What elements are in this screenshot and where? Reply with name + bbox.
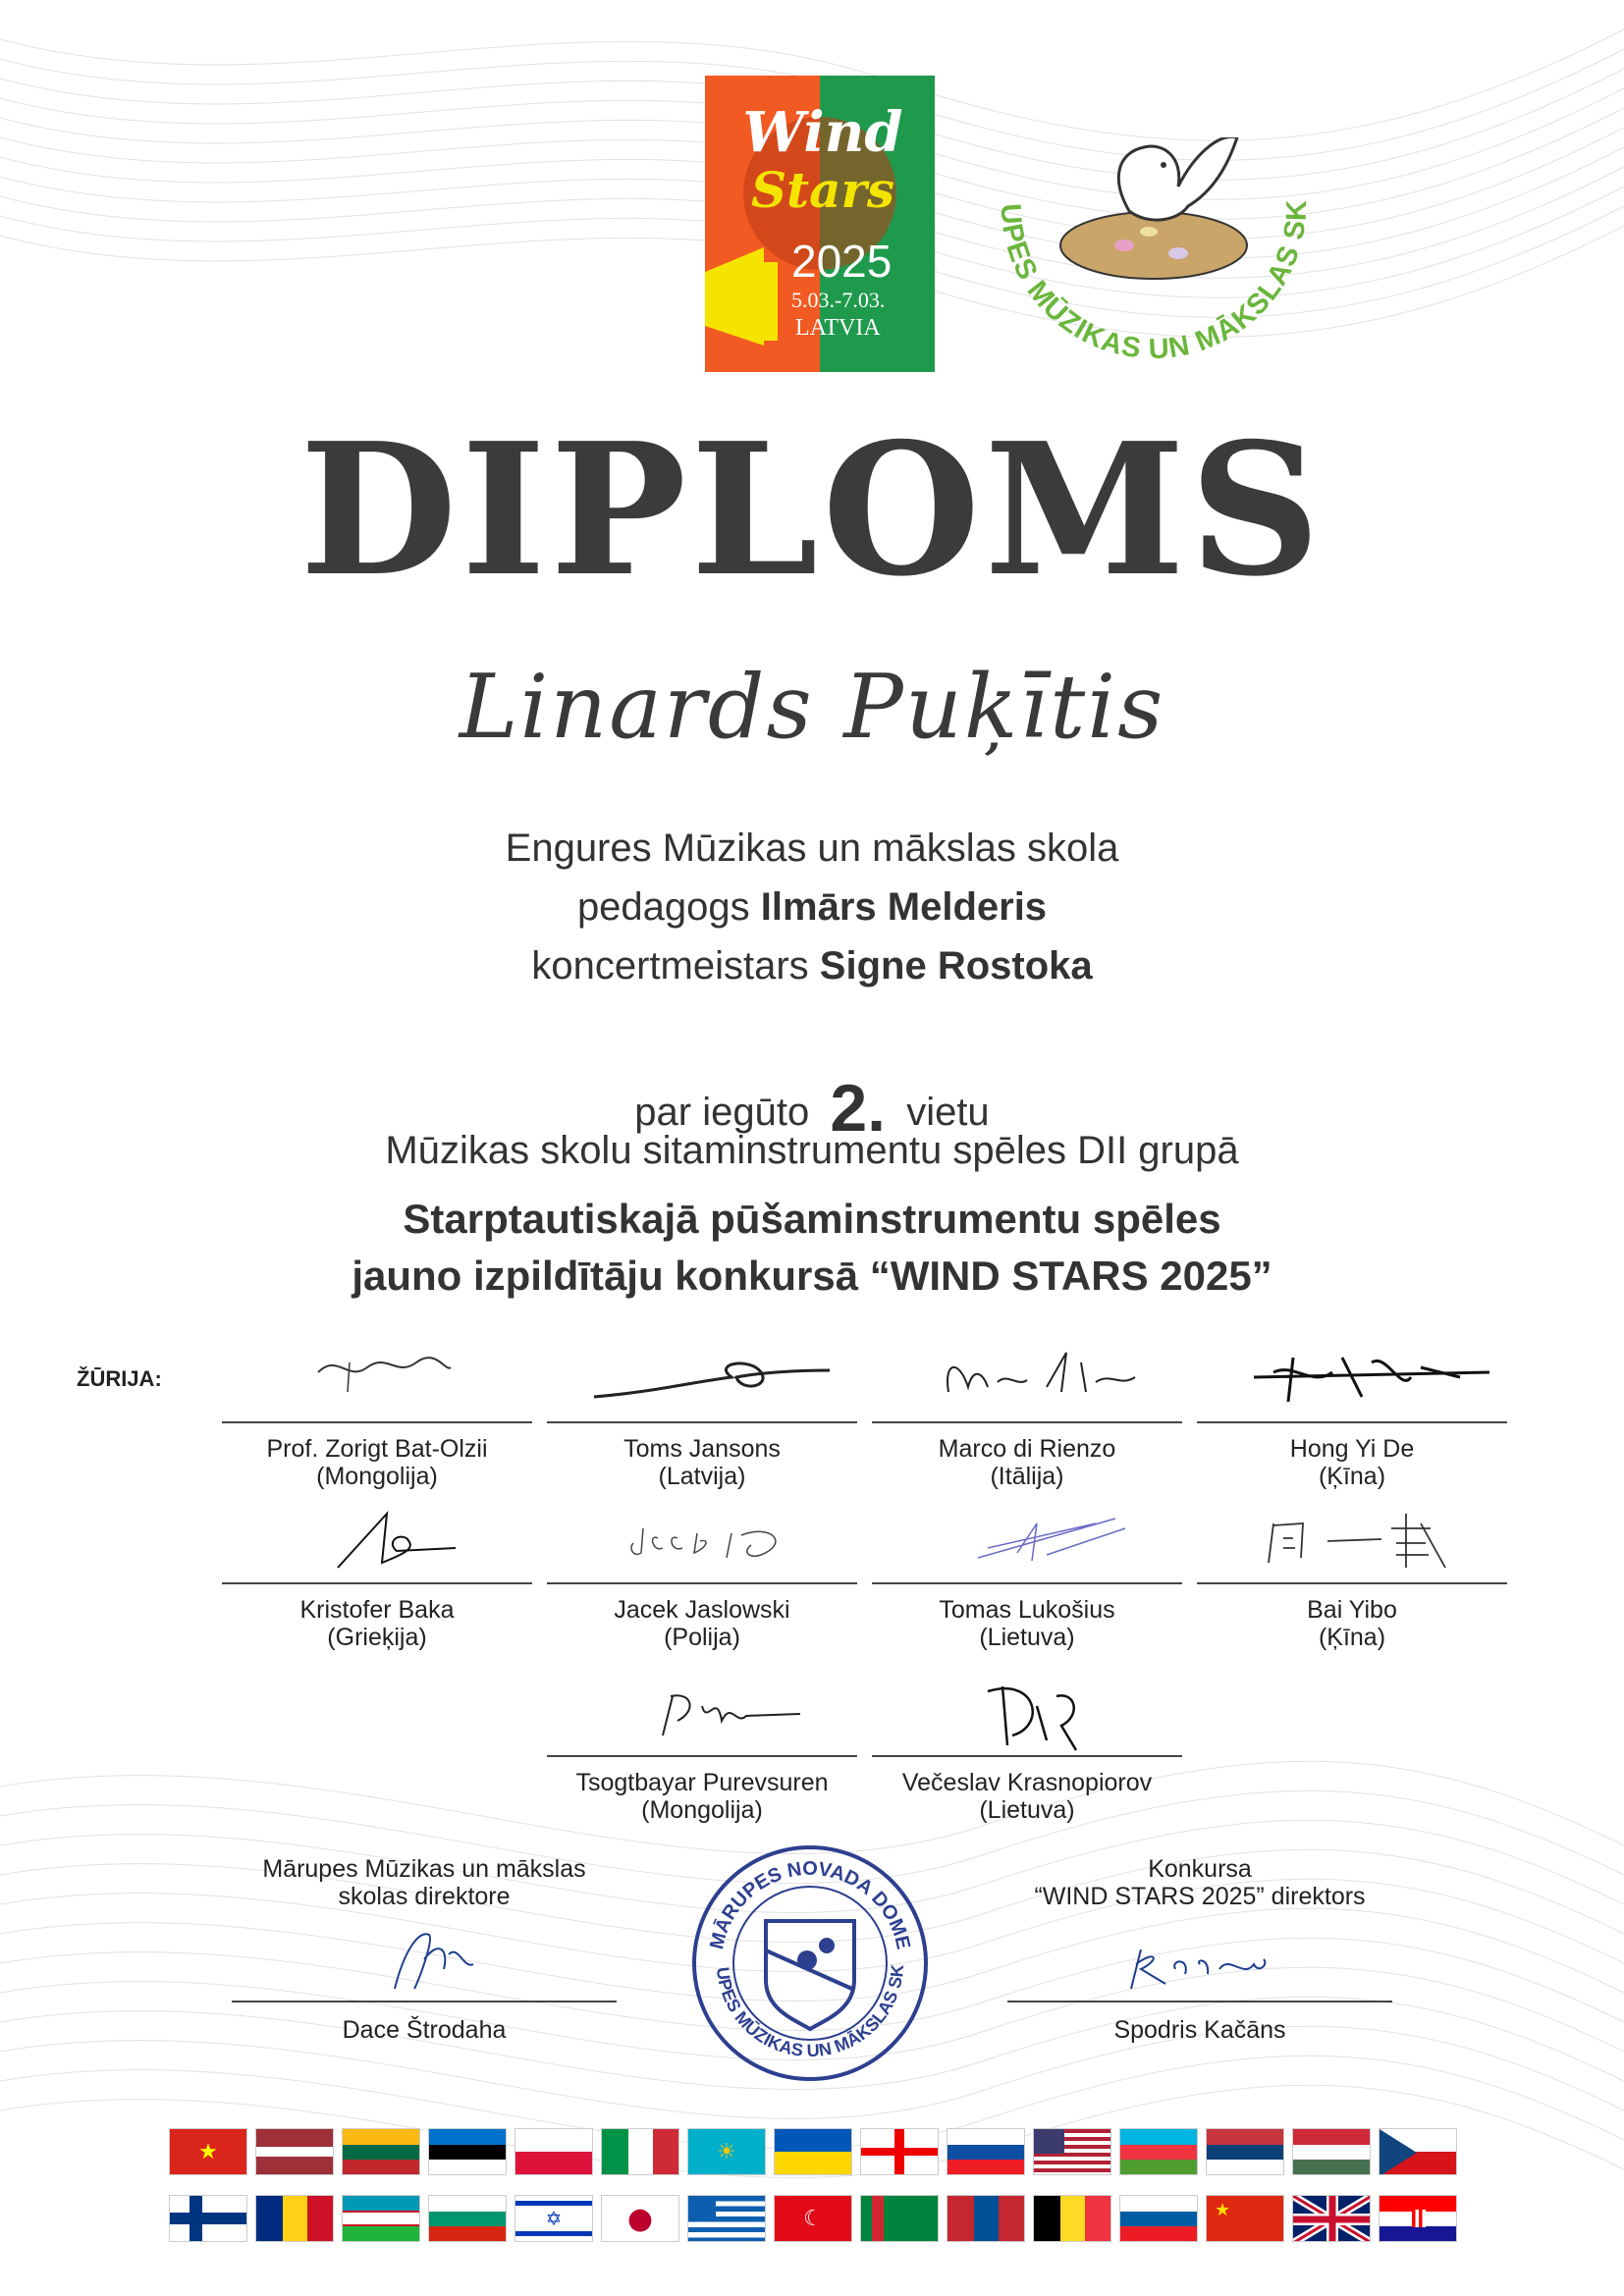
wind-stars-logo [705,76,935,372]
jury-member [222,1333,532,1490]
jury-member [1197,1333,1507,1490]
director-right-line1: Konkursa [1148,1855,1252,1883]
signature-line [547,1421,857,1423]
signature-line [872,1421,1182,1423]
director-left [232,1855,617,2044]
logo-year: 2025 [791,236,893,287]
flag-vietnam: ★ [169,2128,247,2175]
director-left-line2: skolas direktore [338,1883,511,1910]
signature [222,1333,532,1421]
jury-name: Večeslav Krasnopiorov [901,1769,1153,1796]
flag-romania [255,2195,334,2242]
jury-member [872,1494,1182,1651]
signature-line [547,1582,857,1584]
signature [547,1333,857,1421]
signature-line [1007,2001,1392,2002]
signature [872,1333,1182,1421]
signature-line [1197,1421,1507,1423]
flag-greece [687,2195,766,2242]
contest-line-2: jauno izpildītāju konkursā “WIND STARS 2025” [352,1253,1272,1299]
flag-hungary [1292,2128,1371,2175]
flag-united-kingdom [1292,2195,1371,2242]
jury-country: (Itālija) [990,1463,1064,1490]
jury-member [547,1667,857,1824]
flag-croatia [1379,2195,1457,2242]
teacher-line [0,885,1624,930]
jury-name: Hong Yi De [1289,1435,1415,1463]
category: Mūzikas skolu sitaminstrumentu spēles DII grupā [385,1129,1239,1172]
jury-name: Tsogtbayar Purevsuren [575,1769,829,1796]
flag-italy [601,2128,679,2175]
signature [222,1494,532,1582]
jury-country: (Latvija) [658,1463,746,1490]
signature [1007,1910,1392,2001]
flag-lithuania [342,2128,420,2175]
jury-country: (Ķīna) [1318,1463,1386,1490]
signature-line [232,2001,617,2002]
jury-name: Kristofer Baka [299,1596,455,1624]
flag-finland [169,2195,247,2242]
director-right [1007,1855,1392,2044]
student-name: Linards Puķītis [459,656,1165,759]
jury-country: (Polija) [664,1624,740,1651]
flag-turkmenistan [860,2195,939,2242]
jury-country: (Lietuva) [979,1624,1075,1651]
flag-china: ★ [1206,2195,1284,2242]
school-logo-text: UPES MŪZIKAS UN MĀKSLAS SK [994,198,1314,366]
signature-line [872,1755,1182,1757]
signature [1197,1494,1507,1582]
flag-israel: ✡ [514,2195,593,2242]
logo-dates: 5.03.-7.03. [791,288,886,312]
signature [1197,1333,1507,1421]
teacher-prefix: pedagogs [576,885,750,929]
jury-name: Tomas Lukošius [939,1596,1115,1624]
flag-slovakia [947,2128,1025,2175]
jury-name: Jacek Jaslowski [614,1596,790,1624]
jury-member [547,1333,857,1490]
jury-label: ŽŪRIJA: [77,1366,162,1391]
jury-country: (Mongolija) [316,1463,438,1490]
signature-line [222,1582,532,1584]
flag-azerbaijan [1119,2128,1198,2175]
flag-uzbekistan [342,2195,420,2242]
flag-czechia [1379,2128,1457,2175]
signature [872,1667,1182,1755]
logo-stars-text: Stars [750,161,895,219]
logo-wind-text: Wind [742,100,903,165]
jury-country: (Mongolija) [641,1796,763,1824]
flag-turkey: ☾ [774,2195,852,2242]
jury-member [222,1494,532,1651]
jury-name: Toms Jansons [623,1435,781,1463]
accompanist-name: Signe Rostoka [819,944,1093,988]
flag-mongolia [947,2195,1025,2242]
signature [872,1494,1182,1582]
jury-name: Prof. Zorigt Bat-Olzii [266,1435,488,1463]
jury-country: (Lietuva) [979,1796,1075,1824]
jury-member [547,1494,857,1651]
award-place: 2. [830,1071,887,1146]
signature [547,1667,857,1755]
flag-kazakhstan: ☀ [687,2128,766,2175]
director-right-line2: “WIND STARS 2025” direktors [1034,1883,1366,1910]
flag-poland [514,2128,593,2175]
jury-member [1197,1494,1507,1651]
flag-serbia [1206,2128,1284,2175]
diploma-title: DIPLOMS [299,402,1325,616]
director-right-name: Spodris Kačāns [1113,2016,1286,2044]
director-left-line1: Mārupes Mūzikas un mākslas [262,1855,586,1883]
award-after: vietu [906,1091,990,1134]
jury-name: Bai Yibo [1307,1596,1397,1624]
award-before: par iegūto [634,1091,810,1134]
flag-bulgaria [428,2195,507,2242]
director-left-name: Dace Štrodaha [342,2016,507,2044]
flag-belgium [1033,2195,1111,2242]
signature-line [872,1582,1182,1584]
signature-line [547,1755,857,1757]
seal-inner-text: UPES MŪZIKAS UN MĀKSLAS SK [712,1963,908,2061]
school-seal [689,1842,931,2084]
jury-member [872,1667,1182,1824]
jury-member [872,1333,1182,1490]
signature [547,1494,857,1582]
jury-country: (Grieķija) [327,1624,427,1651]
jury-name: Marco di Rienzo [938,1435,1116,1463]
contest-line-1: Starptautiskajā pūšaminstrumentu spēles [403,1196,1221,1242]
school-logo [982,137,1326,422]
accompanist-line [0,944,1624,988]
flag-estonia [428,2128,507,2175]
flag-ukraine [774,2128,852,2175]
accompanist-prefix: koncertmeistars [531,944,809,988]
seal-outer-text: MĀRUPES NOVADA DOME [706,1857,914,1951]
school-name: Engures Mūzikas un mākslas skola [505,827,1119,870]
teacher-name: Ilmārs Melderis [760,885,1048,929]
signature-line [1197,1582,1507,1584]
jury-country: (Ķīna) [1318,1624,1386,1651]
logo-country: LATVIA [795,315,881,341]
flag-usa [1033,2128,1111,2175]
signature [232,1910,617,2001]
flag-georgia [860,2128,939,2175]
flag-latvia [255,2128,334,2175]
flag-slovenia [1119,2195,1198,2242]
flag-japan: ● [601,2195,679,2242]
signature-line [222,1421,532,1423]
